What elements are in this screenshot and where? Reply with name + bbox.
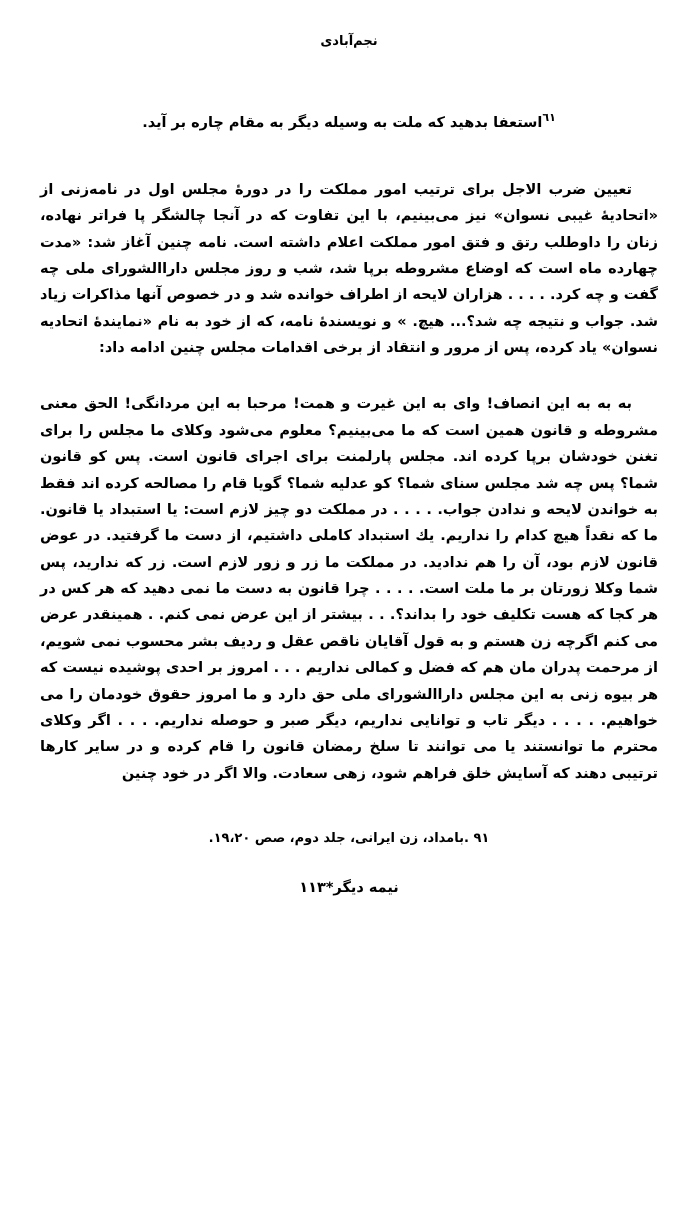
page-header: نجم‌آبادی [320,34,378,49]
pull-quote-text: استعفا بدهید که ملت به وسیله دیگر به مقام چاره بر آید. [142,114,543,131]
body-paragraph-1: تعیین ضرب الاجل برای ترتیب امور مملکت را در دورهٔ مجلس اول در نامه‌زنی از «اتحادیهٔ غیبی نسوان» نیز می‌بینیم، با این تفاوت که در آنجا چالشگر پا فراتر نهاده، زنان را داوطلب رتق و فتق امور مملکت اعلام داشته است. نامه چنین آغاز شد: «مدت چهارده ماه است که اوضاع مشروطه برپا شد، شب و روز مجلس داراالشورای ملی چه گفت و چه کرد. . . . . هزاران لایحه از اطراف خوانده شد و در خصوص آنها مذاکرات زیاد شد. جواب و نتیجه چه شد؟... هیچ. » و نویسندهٔ نامه، که از خود به نام «نمایندهٔ اتحادیه نسوان» یاد کرده، پس از مرور و انتقاد از برخی اقدامات مجلس چنین ادامه داد: [40,181,658,357]
pull-quote [40,111,658,131]
page-footer: نیمه دیگر*١١٣ [299,880,399,897]
footnote-citation: ٩١ .بامداد، زن ایرانی، جلد دوم، صص ١٩،٢٠. [208,831,490,847]
footnote-marker: ٦١ [542,111,556,124]
body-paragraph-2: به به به این انصاف! وای به این غیرت و همت! مرحبا به این مردانگی! الحق معنی مشروطه و قانون همین است که ما می‌بینیم؟ معلوم می‌شود وکلای ما مجلس را برای تغنن خودشان برپا کرده اند. مجلس پارلمنت برای اجرای قانون است. پس کو قانون شما؟ پس چه شد مجلس سنای شما؟ کو عدلیه شما؟ گویا قام را مصالحه کرده اند فقط به خواندن لایحه و ندادن جواب. . . . . در مملکت دو چیز لازم است: یا استبداد یا قانون. ما که نقداً هیچ کدام را نداریم. یك استبداد کاملی داشتیم، از دست ما گرفتید. در عوض قانون لازم بود، آن را هم ندادید. در مملکت ما زر و زور لازم است. زر که ندارید، پس شما وکلا زورتان بر ما ملت است. . . . . چرا قانون به دست ما نمی دهید که هر کس در هر کجا که هست تکلیف خود را بداند؟. . . بیشتر از این عرض نمی کنم. . همینقدر عرض می کنم اگرچه زن هستم و به قول آقایان ناقص عقل و ردیف بشر محسوب نمی شویم، از مرحمت پدران مان هم که فضل و کمالی نداریم . . . امروز بر احدی پوشیده نیست که هر بیوه زنی به این مجلس داراالشورای ملی حق دارد و ما امروز حقوق خودمان را می خواهیم. . . . . دیگر تاب و توانایی نداریم، دیگر صبر و حوصله نداریم. . . . اگر وکلای محترم ما توانستند یا می توانند تا سلخ رمضان قانون را قام کرده و در سایر کارها ترتیبی دهند که آسایش خلق فراهم شود، زهی سعادت. والا اگر در خود چنین [40,396,658,782]
